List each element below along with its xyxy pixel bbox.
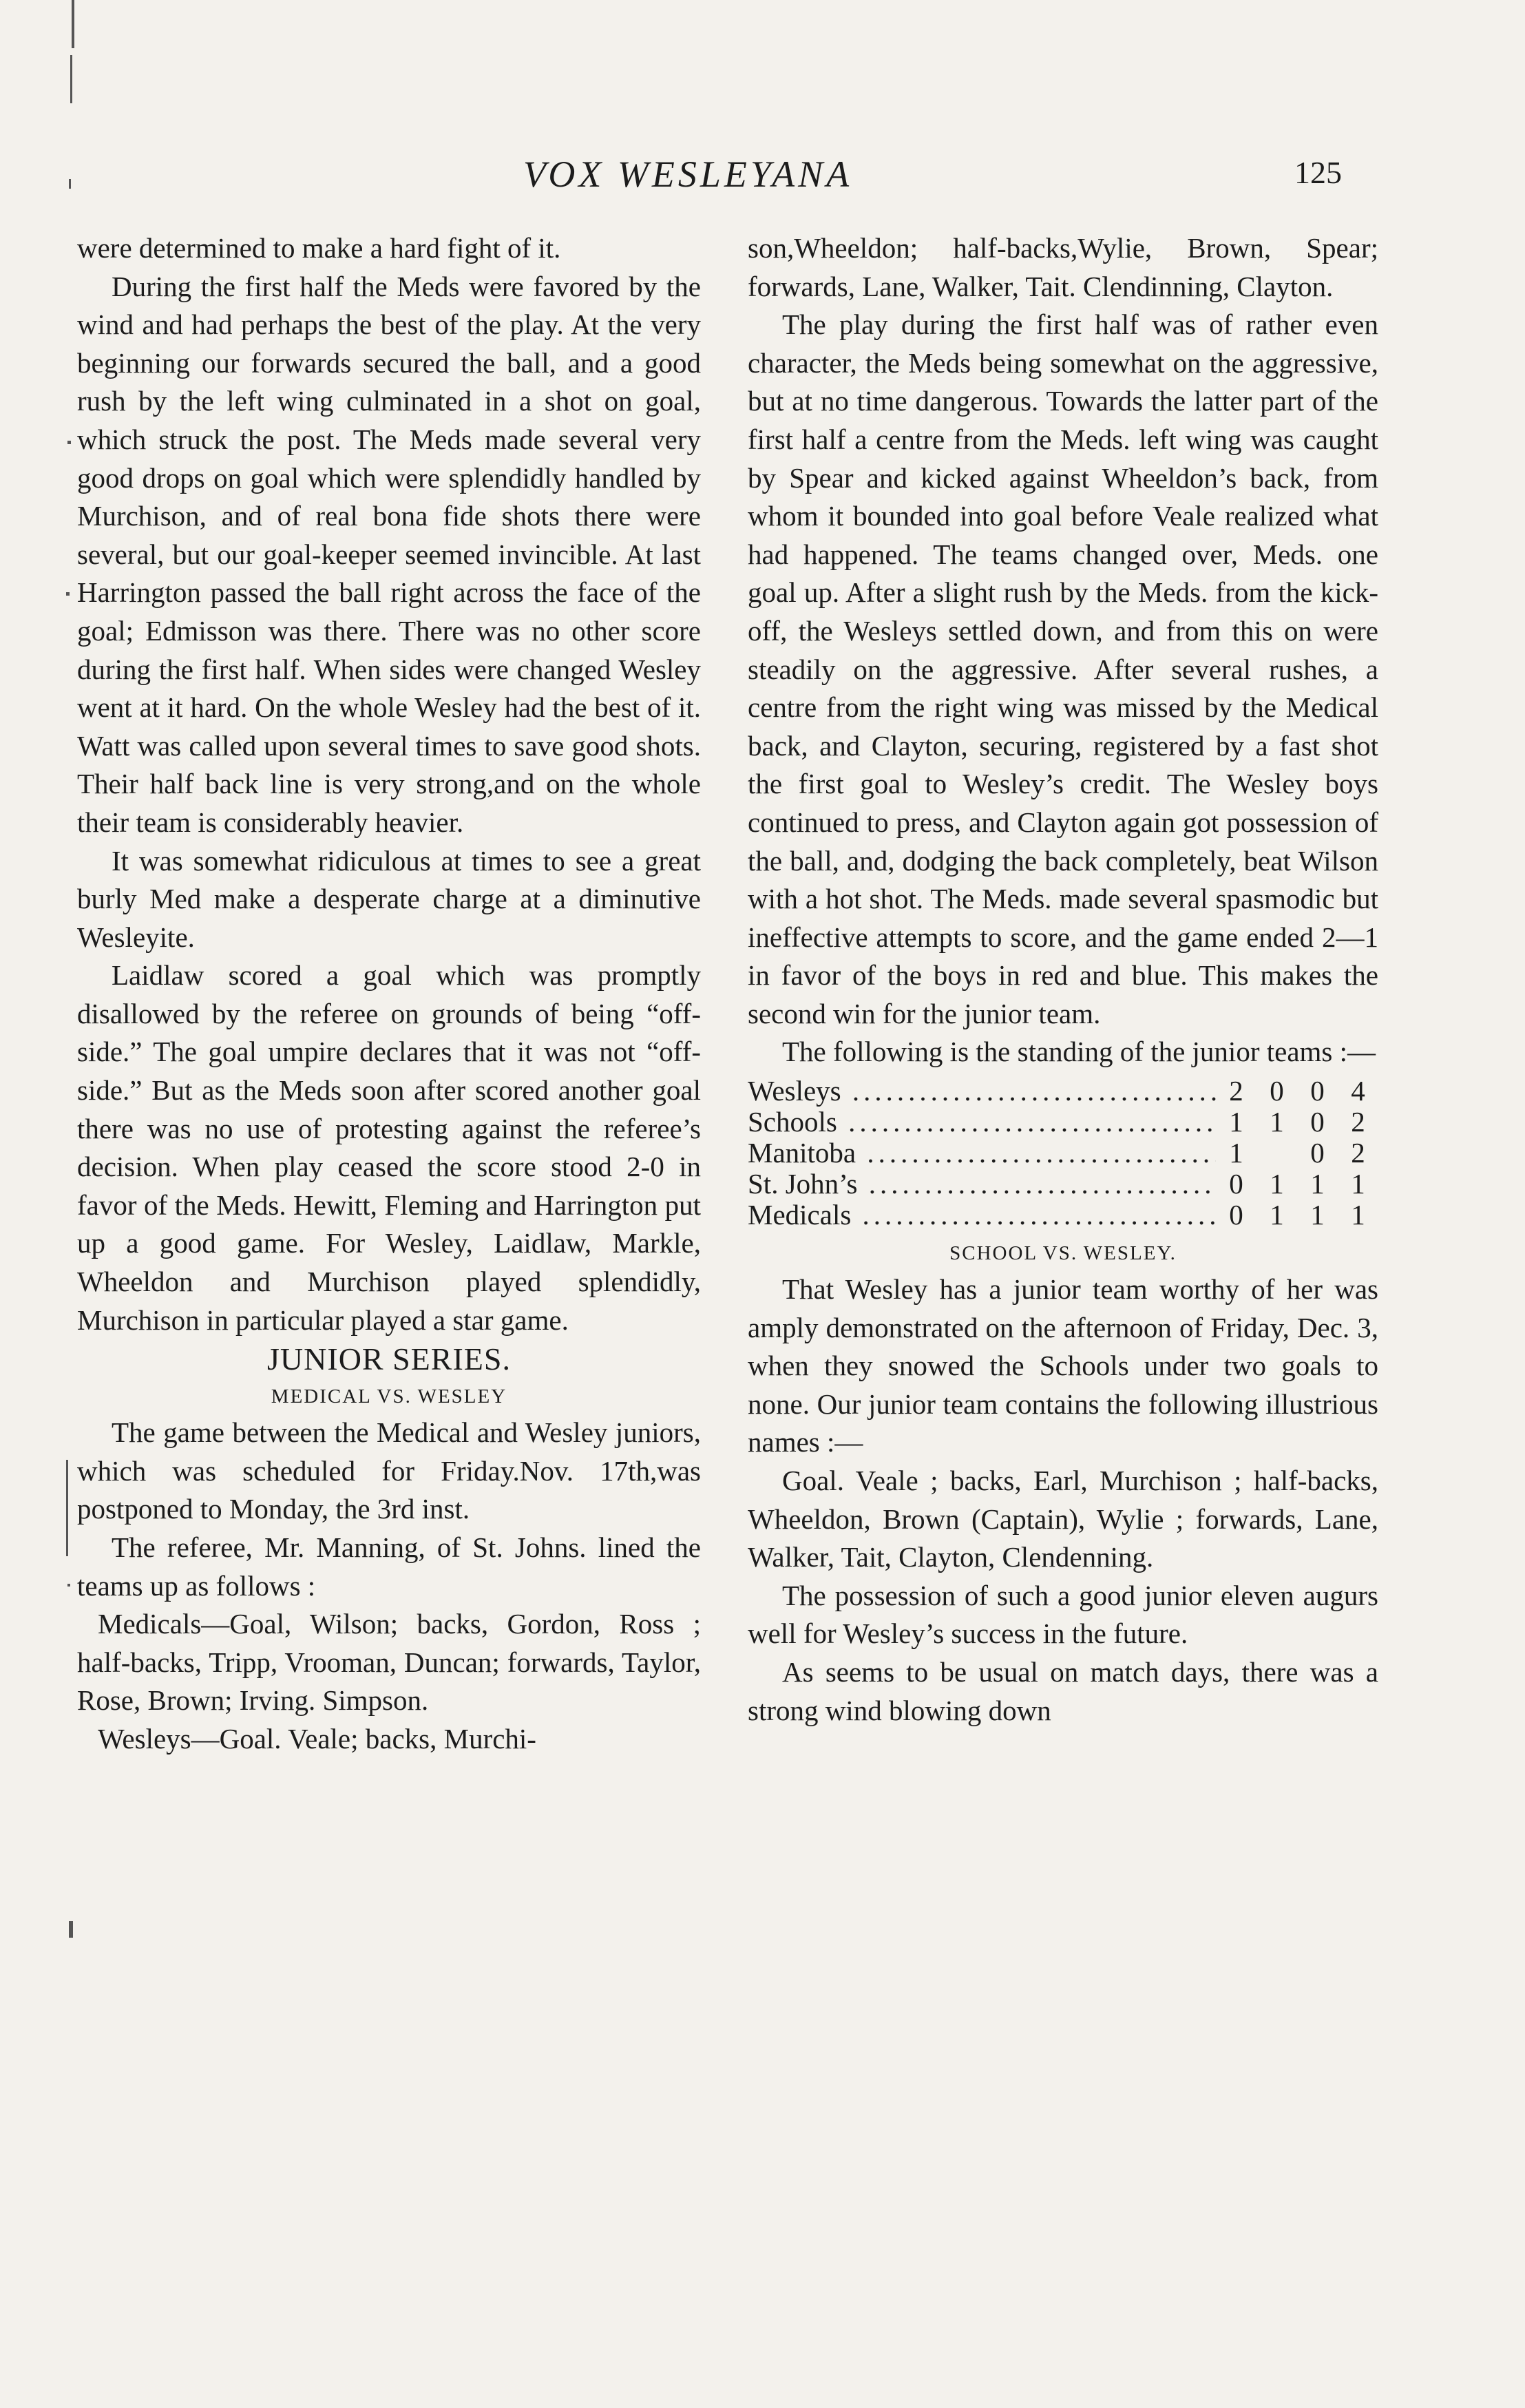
team-name: Wesleys .....: [748, 1076, 1216, 1107]
table-row: [748, 1169, 1378, 1200]
standing-value: [1256, 1138, 1297, 1169]
standing-value: 0: [1229, 1168, 1243, 1200]
paragraph: Laidlaw scored a goal which was promptly disallowed by the referee on grounds of being “off-side.” The goal umpire declares that it was not “off-side.” But as the Meds soon after scored another goal there was no use of protesting against the referee’s decision. When play ceased the score stood 2-0 in favor of the Meds. Hewitt, Fleming and Harrington put up a good game. For Wesley, Laidlaw, Markle, Wheeldon and Murchison played splendidly, Murchison in particular played a star game.: [77, 959, 701, 1336]
paragraph: It was somewhat ridiculous at times to see a great burly Med make a desperate charge at a diminutive Wesleyite.: [77, 844, 701, 953]
standing-value: 1: [1229, 1137, 1243, 1169]
paragraph: The referee, Mr. Manning, of St. Johns. lined the teams up as follows :: [77, 1531, 701, 1602]
subsection-heading: MEDICAL VS. WESLEY: [271, 1385, 507, 1408]
right-column: [748, 229, 1378, 1730]
standing-value: 4: [1351, 1075, 1365, 1107]
standing-value: 1: [1351, 1168, 1365, 1200]
standing-value: 1: [1270, 1106, 1284, 1138]
team-name: Manitoba .....: [748, 1138, 1216, 1169]
paragraph: That Wesley has a junior team worthy of her was amply demonstrated on the afternoon of Friday, Dec. 3, when they snowed the Schools under two goals to none. Our junior team contains the following illustrious names :—: [748, 1273, 1378, 1458]
paragraph: were determined to make a hard fight of it.: [77, 232, 561, 264]
margin-scan-marks: [0, 0, 76, 2408]
team-name: Medicals .....: [748, 1200, 1216, 1231]
paragraph: As seems to be usual on match days, there was a strong wind blowing down: [748, 1656, 1378, 1726]
standing-value: 1: [1229, 1106, 1243, 1138]
table-row: [748, 1076, 1378, 1107]
standing-value: 2: [1351, 1106, 1365, 1138]
running-title: VOX WESLEYANA: [523, 154, 853, 195]
standing-value: 1: [1310, 1199, 1325, 1231]
standing-value: 0: [1229, 1199, 1243, 1231]
subsection-heading: SCHOOL VS. WESLEY.: [949, 1242, 1177, 1265]
standing-value: 2: [1351, 1137, 1365, 1169]
standing-value: 0: [1310, 1075, 1325, 1107]
paragraph: Goal. Veale ; backs, Earl, Murchison ; half-backs, Wheeldon, Brown (Captain), Wylie ; forwards, Lane, Walker, Tait, Clayton, Clendenning.: [748, 1465, 1378, 1573]
standing-value: 1: [1270, 1199, 1284, 1231]
team-name: St. John’s .....: [748, 1169, 1216, 1200]
page-header: [0, 153, 1525, 201]
standings-table: [748, 1076, 1378, 1231]
paragraph: The game between the Medical and Wesley juniors, which was scheduled for Friday.Nov. 17th,was postponed to Monday, the 3rd inst.: [77, 1416, 701, 1525]
standing-value: 1: [1310, 1168, 1325, 1200]
standing-value: 1: [1270, 1168, 1284, 1200]
paragraph: son,Wheeldon; half-backs,Wylie, Brown, Spear; forwards, Lane, Walker, Tait. Clendinning, Clayton.: [748, 232, 1378, 302]
standing-value: 0: [1270, 1075, 1284, 1107]
paragraph: The play during the first half was of rather even character, the Meds being somewhat on the aggressive, but at no time dangerous. Towards the latter part of the first half a centre from the Meds. left wing was caught by Spear and kicked against Wheeldon’s back, from whom it bounded into goal before Veale realized what had happened. The teams changed over, Meds. one goal up. After a slight rush by the Meds. from the kick-off, the Wesleys settled down, and from this on were steadily on the aggressive. After several rushes, a centre from the right wing was missed by the Medical back, and Clayton, securing, registered by a fast shot the first goal to Wesley’s credit. The Wesley boys continued to press, and Clayton again got possession of the ball, and, dodging the back completely, beat Wilson with a hot shot. The Meds. made several spasmodic but ineffective attempts to score, and the game ended 2—1 in favor of the boys in red and blue. This makes the second win for the junior team.: [748, 308, 1378, 1029]
team-lineup: Medicals—Goal, Wilson; backs, Gordon, Ross ; half-backs, Tripp, Vrooman, Duncan; forwards, Taylor, Rose, Brown; Irving. Simpson.: [77, 1608, 701, 1717]
section-heading: JUNIOR SERIES.: [267, 1341, 511, 1377]
team-name: Schools .....: [748, 1107, 1216, 1138]
standing-value: 1: [1351, 1199, 1365, 1231]
paragraph: The possession of such a good junior eleven augurs well for Wesley’s success in the future.: [748, 1579, 1378, 1650]
table-row: [748, 1138, 1378, 1169]
standing-value: 0: [1310, 1137, 1325, 1169]
paragraph: The following is the standing of the junior teams :—: [782, 1036, 1376, 1068]
team-lineup: Wesleys—Goal. Veale; backs, Murchi-: [98, 1722, 536, 1755]
standing-value: 2: [1229, 1075, 1243, 1107]
left-column: [77, 229, 701, 1759]
standing-value: 0: [1310, 1106, 1325, 1138]
table-row: [748, 1107, 1378, 1138]
table-row: [748, 1200, 1378, 1231]
page-number: 125: [1294, 155, 1342, 190]
paragraph: During the first half the Meds were favored by the wind and had perhaps the best of the play. At the very beginning our forwards secured the ball, and a good rush by the left wing culminated in a shot on goal, which struck the post. The Meds made several very good drops on goal which were splendidly handled by Murchison, and of real bona fide shots there were several, but our goal-keeper seemed invincible. At last Harrington passed the ball right across the face of the goal; Edmisson was there. There was no other score during the first half. When sides were changed Wesley went at it hard. On the whole Wesley had the best of it. Watt was called upon several times to save good shots. Their half back line is very strong,and on the whole their team is considerably heavier.: [77, 270, 701, 838]
